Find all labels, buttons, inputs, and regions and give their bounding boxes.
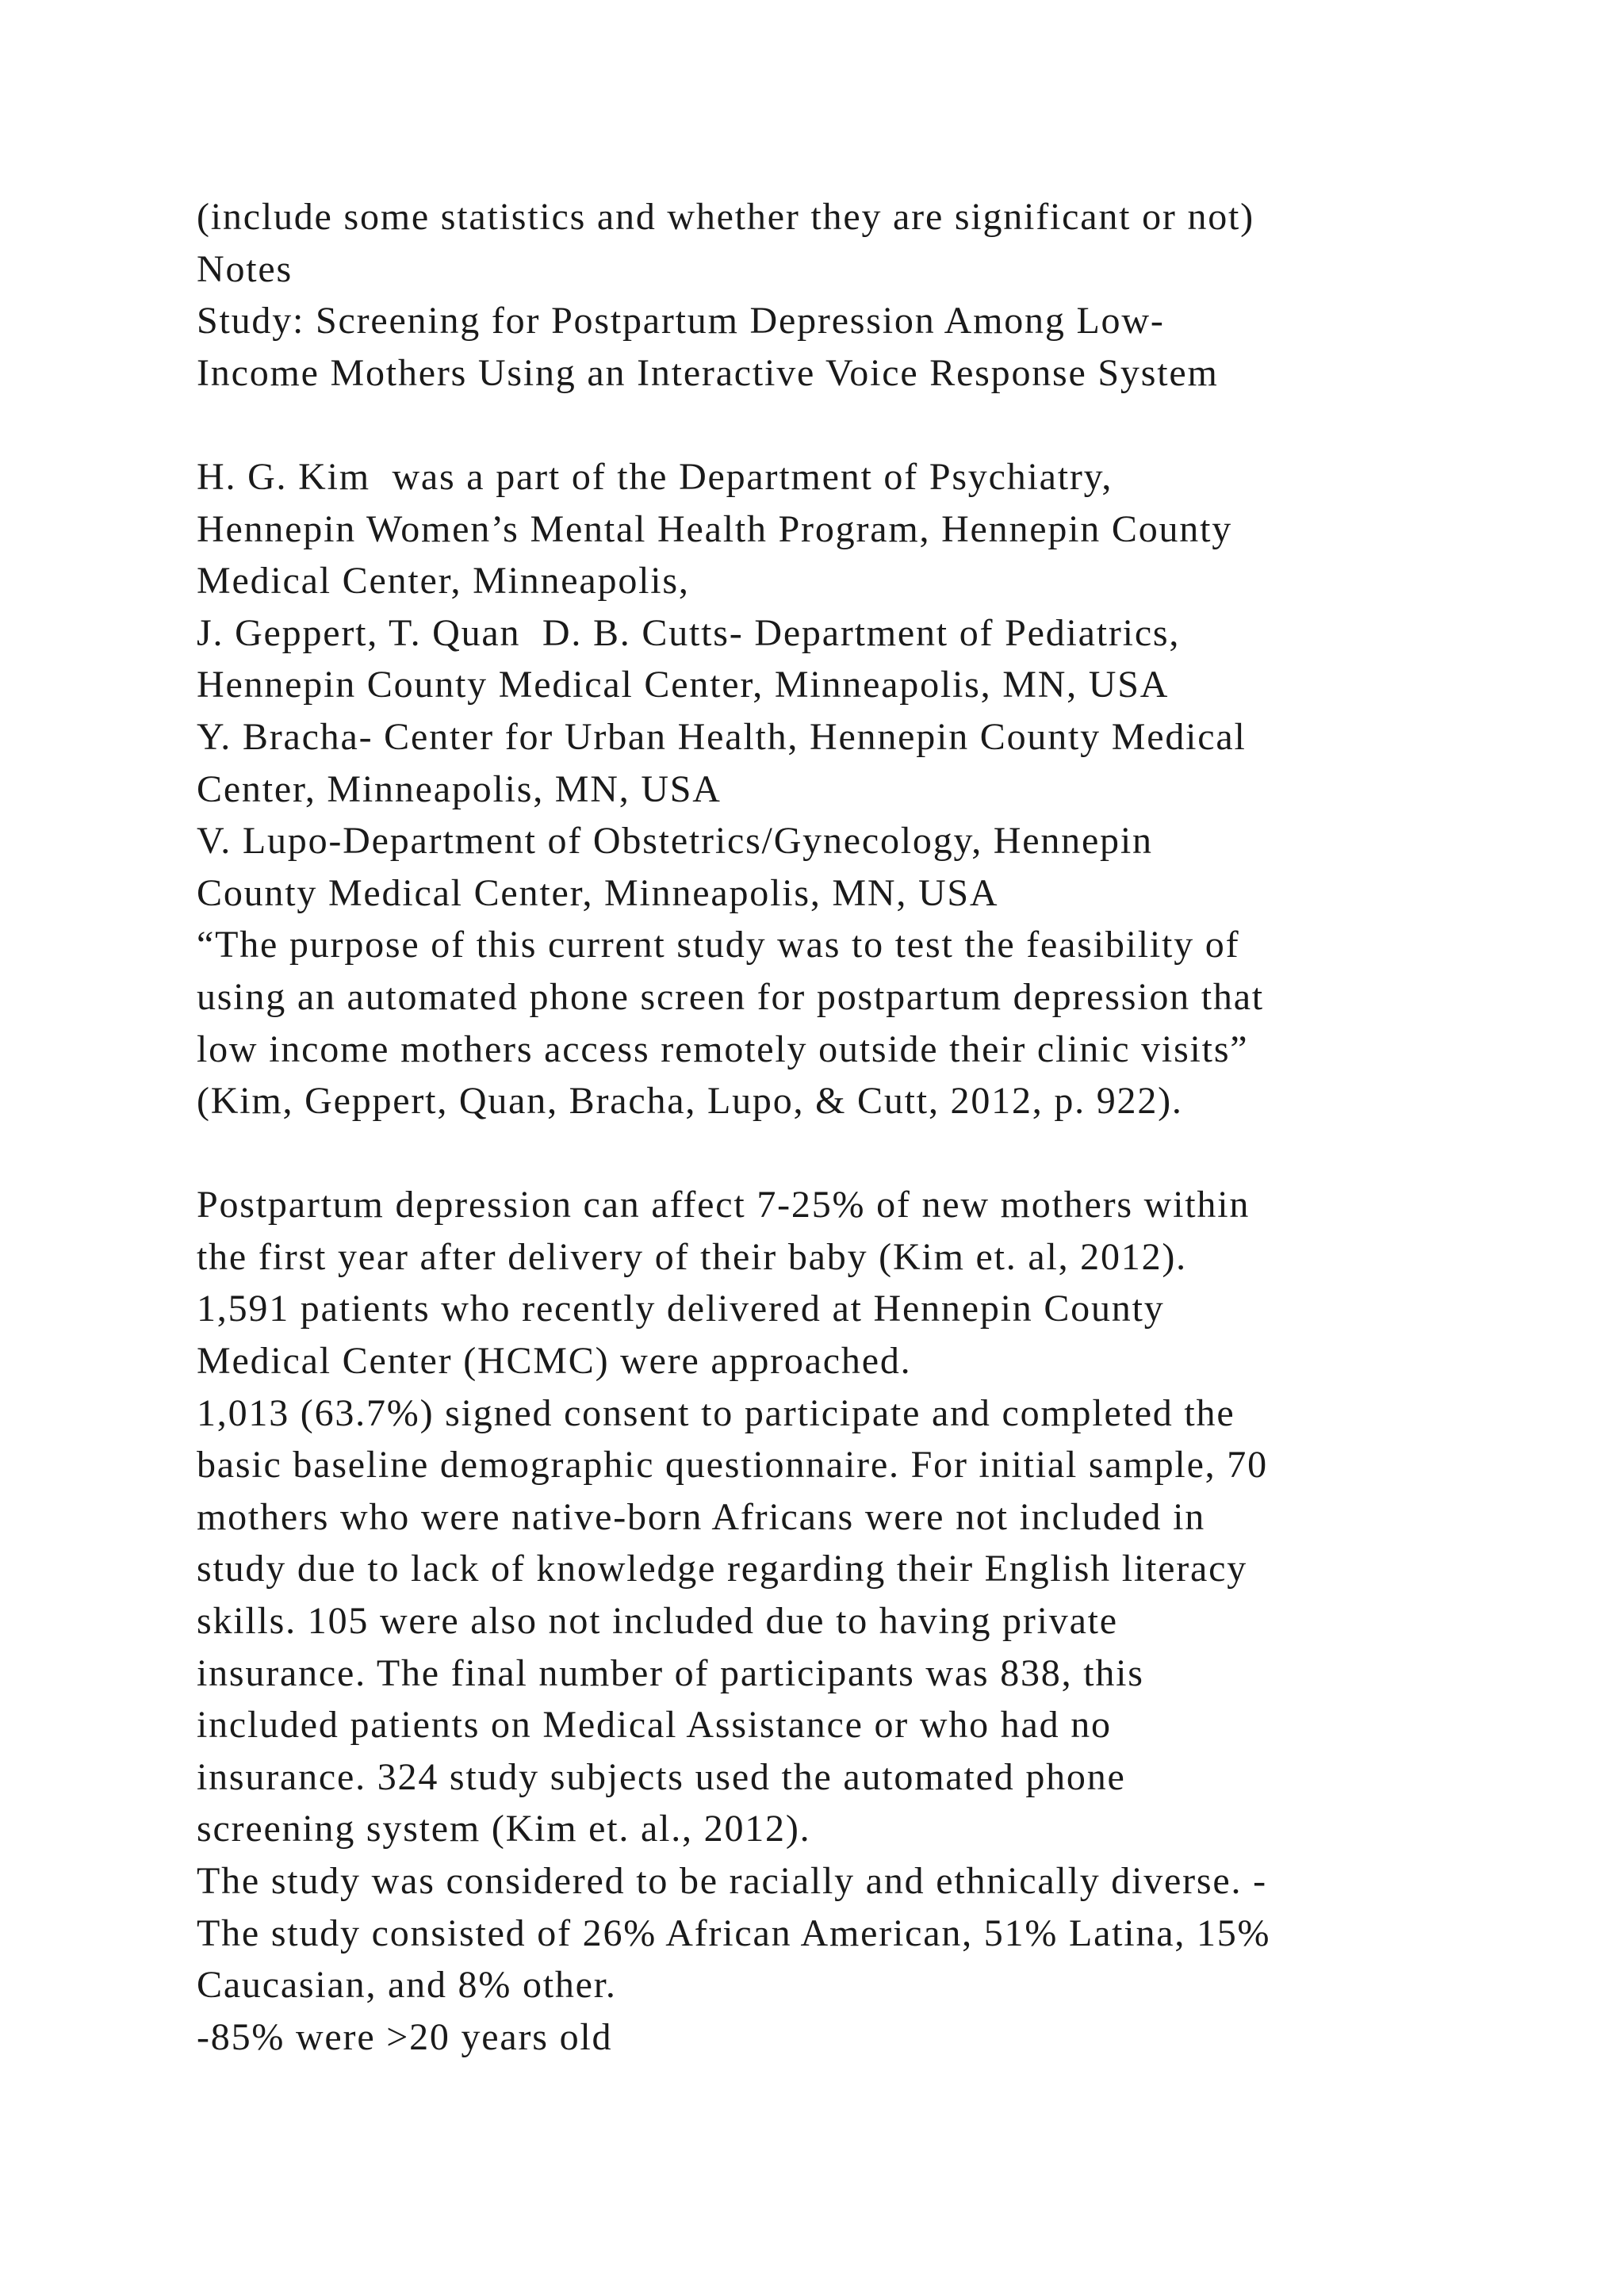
purpose-line: (Kim, Geppert, Quan, Bracha, Lupo, & Cutt, 2012, p. 922). bbox=[197, 1080, 1183, 1123]
author-line: Center, Minneapolis, MN, USA bbox=[197, 767, 722, 810]
findings-line: included patients on Medical Assistance or who had no bbox=[197, 1704, 1112, 1747]
findings-line: skills. 105 were also not included due to having private bbox=[197, 1600, 1118, 1643]
findings-line: 1,013 (63.7%) signed consent to participate and completed the bbox=[197, 1391, 1235, 1434]
author-line: Hennepin County Medical Center, Minneapolis, MN, USA bbox=[197, 664, 1170, 706]
findings-line: Caucasian, and 8% other. bbox=[197, 1964, 617, 2007]
notes-heading: Notes bbox=[197, 247, 293, 290]
intro-line: (include some statistics and whether they are significant or not) bbox=[197, 196, 1254, 238]
author-line: V. Lupo-Department of Obstetrics/Gynecology, Hennepin bbox=[197, 820, 1153, 863]
author-line: Y. Bracha- Center for Urban Health, Hennepin County Medical bbox=[197, 715, 1247, 758]
study-title-line-2: Income Mothers Using an Interactive Voice Response System bbox=[197, 351, 1219, 394]
findings-line: the first year after delivery of their baby (Kim et. al, 2012). bbox=[197, 1235, 1187, 1278]
author-line: Medical Center, Minneapolis, bbox=[197, 560, 690, 603]
author-line: Hennepin Women’s Mental Health Program, Hennepin County bbox=[197, 507, 1233, 550]
findings-line: -85% were >20 years old bbox=[197, 2015, 613, 2058]
findings-line: basic baseline demographic questionnaire. For initial sample, 70 bbox=[197, 1444, 1268, 1487]
findings-line: 1,591 patients who recently delivered at Hennepin County bbox=[197, 1288, 1165, 1330]
findings-line: The study was considered to be racially and ethnically diverse. - bbox=[197, 1860, 1267, 1902]
findings-line: screening system (Kim et. al., 2012). bbox=[197, 1808, 811, 1850]
findings-line: insurance. 324 study subjects used the automated phone bbox=[197, 1755, 1126, 1798]
study-title-line-1: Study: Screening for Postpartum Depression Among Low- bbox=[197, 300, 1165, 342]
author-line: County Medical Center, Minneapolis, MN, USA bbox=[197, 871, 999, 914]
author-line: J. Geppert, T. Quan D. B. Cutts- Department of Pediatrics, bbox=[197, 611, 1181, 654]
findings-line: mothers who were native-born Africans were not included in bbox=[197, 1495, 1206, 1538]
author-line: H. G. Kim was a part of the Department of Psychiatry, bbox=[197, 455, 1113, 498]
purpose-line: low income mothers access remotely outside their clinic visits” bbox=[197, 1027, 1249, 1070]
purpose-line: “The purpose of this current study was to test the feasibility of bbox=[197, 924, 1240, 966]
document-body bbox=[197, 191, 1513, 2063]
findings-line: Medical Center (HCMC) were approached. bbox=[197, 1340, 912, 1383]
findings-line: insurance. The final number of participants was 838, this bbox=[197, 1651, 1144, 1694]
findings-line: Postpartum depression can affect 7-25% of new mothers within bbox=[197, 1184, 1251, 1226]
findings-line: The study consisted of 26% African American, 51% Latina, 15% bbox=[197, 1911, 1271, 1954]
findings-line: study due to lack of knowledge regarding their English literacy bbox=[197, 1548, 1248, 1590]
paragraph-spacer bbox=[197, 399, 1513, 451]
purpose-line: using an automated phone screen for postpartum depression that bbox=[197, 975, 1264, 1018]
paragraph-spacer bbox=[197, 1127, 1513, 1180]
